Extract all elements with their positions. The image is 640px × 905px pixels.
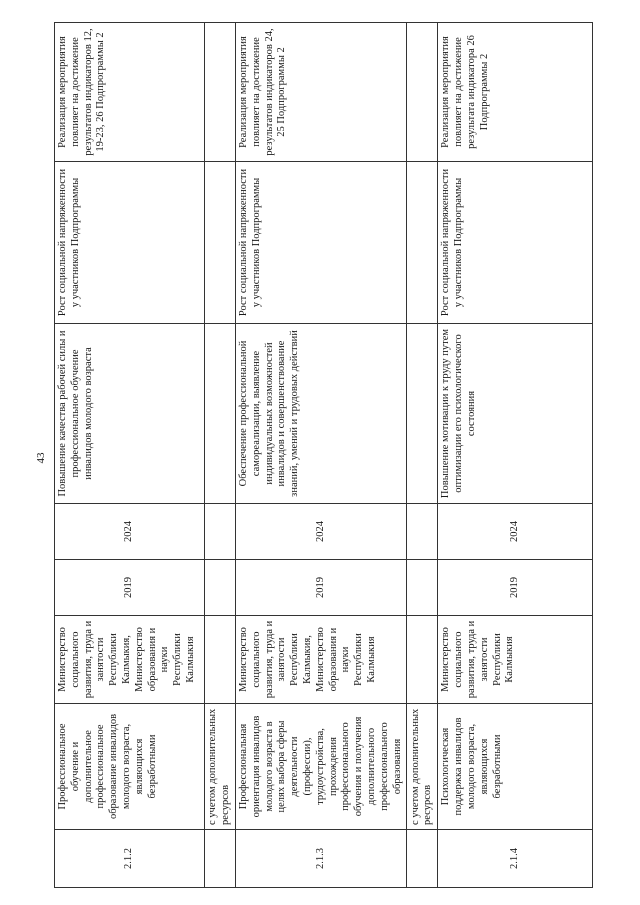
table-row xyxy=(438,23,593,888)
expected-result: Повышение мотивации к труду путем оптимизации его психологического состояния xyxy=(438,324,593,504)
empty-cell xyxy=(205,830,236,888)
table-row xyxy=(236,23,407,888)
executor: Министерство социального развития, труда и занятости Республики Калмыкия, Министерство образования и науки Республики Калмыкия xyxy=(55,616,205,704)
non-implementation-consequence: Рост социальной напряженности у участников Подпрограммы xyxy=(55,162,205,324)
start-year: 2019 xyxy=(236,560,407,616)
empty-cell xyxy=(407,504,438,560)
row-number: 2.1.2 xyxy=(55,830,205,888)
empty-cell xyxy=(205,162,236,324)
empty-cell xyxy=(205,23,236,162)
empty-cell xyxy=(407,560,438,616)
start-year: 2019 xyxy=(55,560,205,616)
empty-cell xyxy=(407,23,438,162)
executor: Министерство социального развития, труда и занятости Республики Калмыкия, Министерство образования и науки Республики Калмыкия xyxy=(236,616,407,704)
expected-result: Обеспечение профессиональной самореализации, выявление индивидуальных возможностей инвалидов и совершенствование знаний, умений и трудовых действий xyxy=(236,324,407,504)
start-year: 2019 xyxy=(438,560,593,616)
empty-cell xyxy=(205,324,236,504)
resource-note: с учетом дополнительных ресурсов xyxy=(407,704,438,830)
measure-name: Профессиональная ориентация инвалидов молодого возраста в целях выбора сферы деятельности (профессии), трудоустройства, прохождения профессионального обучения и получения дополнительного профессионального образования xyxy=(236,704,407,830)
end-year: 2024 xyxy=(236,504,407,560)
measure-name: Психологическая поддержка инвалидов молодого возраста, являющихся безработными xyxy=(438,704,593,830)
measures-table xyxy=(54,22,593,888)
empty-cell xyxy=(407,162,438,324)
empty-cell xyxy=(407,616,438,704)
empty-cell xyxy=(407,830,438,888)
resource-note: с учетом дополнительных ресурсов xyxy=(205,704,236,830)
empty-cell xyxy=(205,616,236,704)
table-row xyxy=(205,23,236,888)
empty-cell xyxy=(205,560,236,616)
empty-cell xyxy=(205,504,236,560)
executor: Министерство социального развития, труда и занятости Республики Калмыкия xyxy=(438,616,593,704)
non-implementation-consequence: Рост социальной напряженности у участников Подпрограммы xyxy=(438,162,593,324)
measure-name: Профессиональное обучение и дополнительное профессиональное образование инвалидов молодого возраста, являющихся безработными xyxy=(55,704,205,830)
empty-cell xyxy=(407,324,438,504)
table-row xyxy=(55,23,205,888)
indicator-link: Реализация мероприятия повлияет на достижение результатов индикаторов 12, 19-23, 26 Подпрограммы 2 xyxy=(55,23,205,162)
table-row xyxy=(407,23,438,888)
indicator-link: Реализация мероприятия повлияет на достижение результатов индикаторов 24, 25 Подпрограммы 2 xyxy=(236,23,407,162)
end-year: 2024 xyxy=(55,504,205,560)
row-number: 2.1.4 xyxy=(438,830,593,888)
rotated-table-container xyxy=(54,23,579,888)
expected-result: Повышение качества рабочей силы и профессиональное обучение инвалидов молодого возраста xyxy=(55,324,205,504)
indicator-link: Реализация мероприятия повлияет на достижение результата индикатора 26 Подпрограммы 2 xyxy=(438,23,593,162)
non-implementation-consequence: Рост социальной напряженности у участников Подпрограммы xyxy=(236,162,407,324)
page-number: 43 xyxy=(35,452,47,464)
end-year: 2024 xyxy=(438,504,593,560)
row-number: 2.1.3 xyxy=(236,830,407,888)
